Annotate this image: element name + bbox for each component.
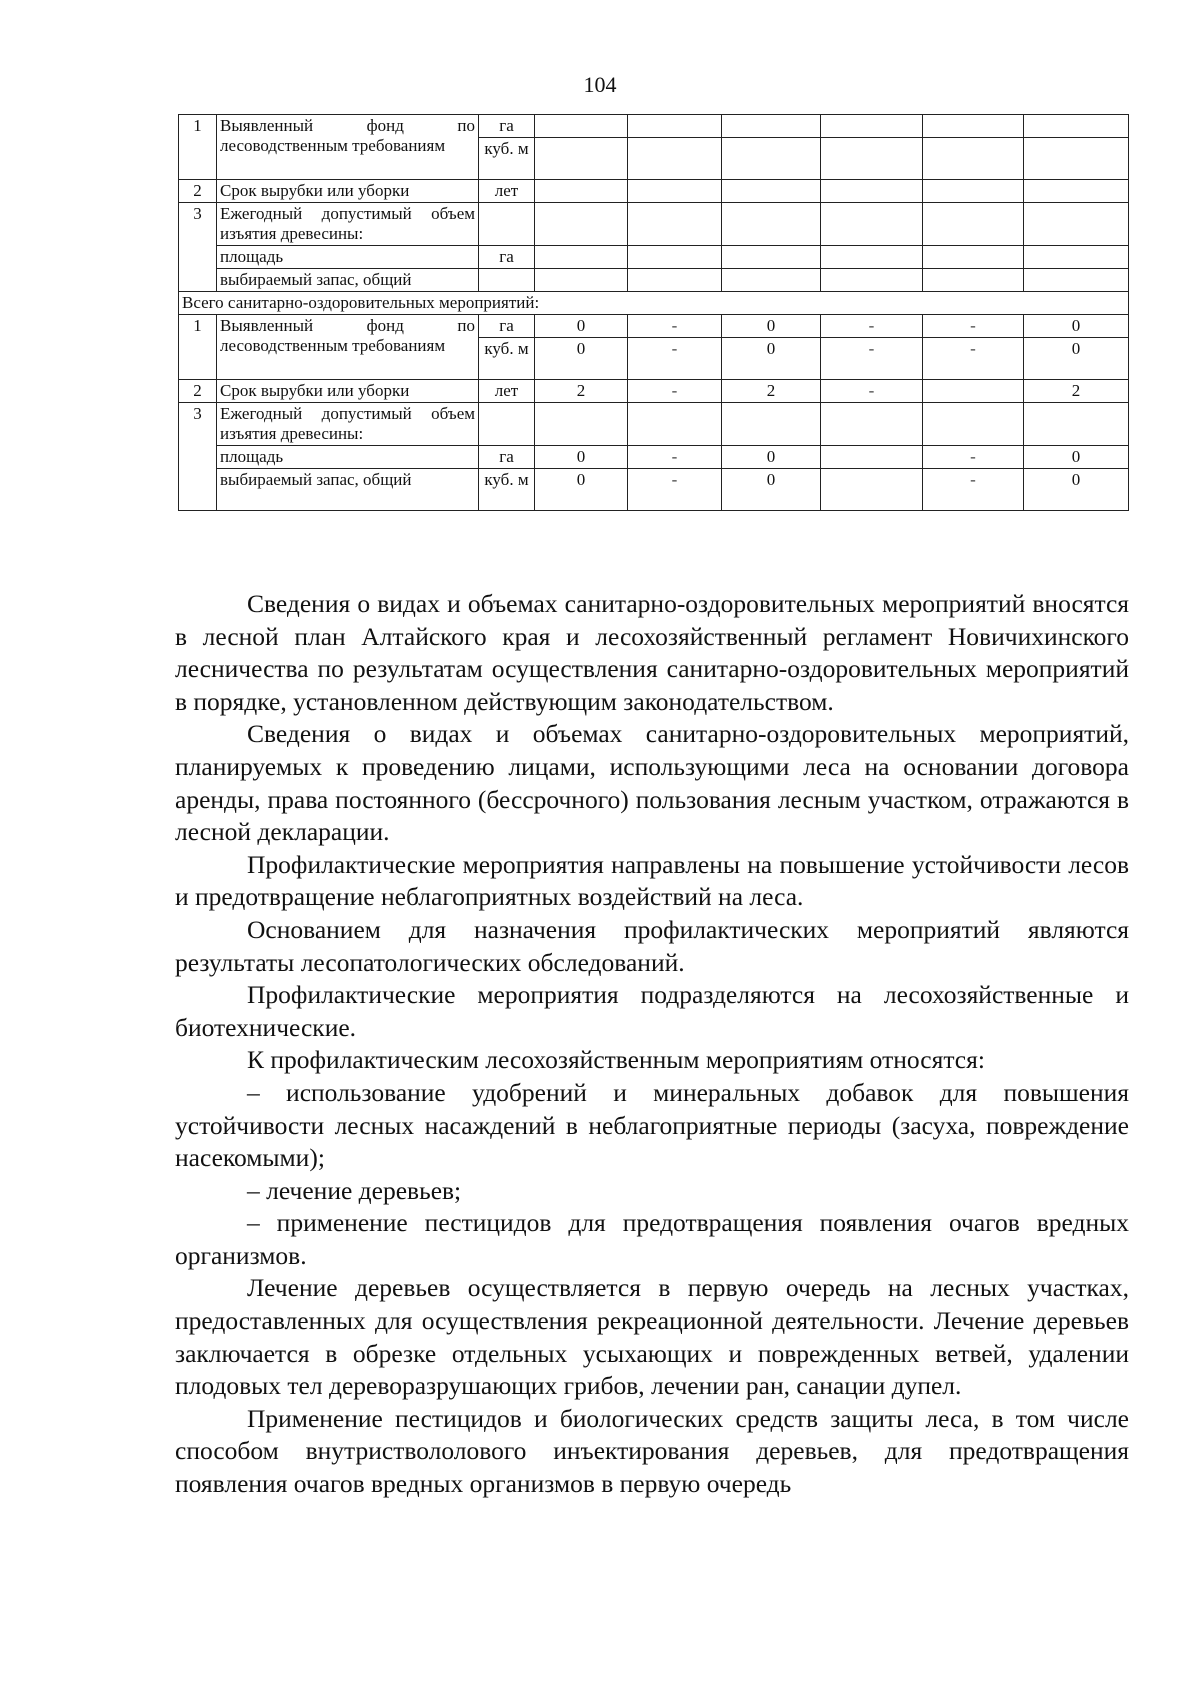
row-name: Срок вырубки или уборки: [217, 380, 479, 403]
row-unit: га: [479, 315, 535, 338]
cell-value: [722, 269, 821, 292]
paragraph: Профилактические мероприятия подразделяются на лесохозяйственные и биотехнические.: [175, 980, 1129, 1042]
cell-value: [722, 203, 821, 246]
cell-value: 0: [1024, 315, 1129, 338]
cell-value: 0: [1024, 469, 1129, 511]
cell-value: 2: [535, 380, 628, 403]
cell-value: [821, 269, 923, 292]
cell-value: [535, 180, 628, 203]
list-item: – применение пестицидов для предотвращения появления очагов вредных организмов.: [175, 1208, 1129, 1270]
cell-value: [628, 138, 722, 180]
row-unit: [479, 269, 535, 292]
cell-value: 0: [722, 338, 821, 380]
row-name: Ежегодный допустимый объем изъятия древесины:: [217, 203, 479, 246]
cell-value: [923, 269, 1024, 292]
cell-value: [923, 138, 1024, 180]
cell-value: [535, 246, 628, 269]
cell-value: [1024, 180, 1129, 203]
cell-value: [1024, 246, 1129, 269]
row-unit: га: [479, 246, 535, 269]
cell-value: [628, 269, 722, 292]
cell-value: -: [628, 315, 722, 338]
cell-value: 0: [535, 315, 628, 338]
cell-value: 0: [535, 338, 628, 380]
cell-value: [535, 269, 628, 292]
paragraph: Лечение деревьев осуществляется в первую очередь на лесных участках, предоставленных для осуществления рекреационной деятельности. Лечение деревьев заключается в обрезке отдельных усыхающих и поврежденных ветвей, удалении плодовых тел дереворазрушающих грибов, лечении ран, санации дупел.: [175, 1273, 1129, 1401]
row-unit: лет: [479, 180, 535, 203]
cell-value: [628, 403, 722, 446]
cell-value: [722, 246, 821, 269]
table-row: [179, 246, 1129, 269]
cell-value: [1024, 138, 1129, 180]
cell-value: [535, 403, 628, 446]
row-number: 2: [179, 180, 217, 203]
cell-value: 2: [1024, 380, 1129, 403]
cell-value: [821, 203, 923, 246]
table-section-row: [179, 292, 1129, 315]
row-number: 1: [179, 315, 217, 380]
cell-value: -: [821, 380, 923, 403]
table-row: [179, 115, 1129, 138]
cell-value: 2: [722, 380, 821, 403]
cell-value: [821, 138, 923, 180]
cell-value: 0: [722, 446, 821, 469]
cell-value: [923, 246, 1024, 269]
cell-value: [628, 180, 722, 203]
cell-value: -: [628, 446, 722, 469]
row-unit: га: [479, 446, 535, 469]
table-row: [179, 380, 1129, 403]
paragraph: Сведения о видах и объемах санитарно-оздоровительных мероприятий, планируемых к проведению лицами, использующими леса на основании договора аренды, права постоянного (бессрочного) пользования лесным участком, отражаются в лесной декларации.: [175, 719, 1129, 847]
paragraph: Основанием для назначения профилактических мероприятий являются результаты лесопатологических обследований.: [175, 914, 1129, 977]
row-unit: га: [479, 115, 535, 138]
cell-value: [628, 115, 722, 138]
row-number: 3: [179, 203, 217, 292]
row-number: 2: [179, 380, 217, 403]
cell-value: 0: [1024, 446, 1129, 469]
list-item: – лечение деревьев;: [247, 1175, 462, 1205]
cell-value: [1024, 269, 1129, 292]
cell-value: [1024, 403, 1129, 446]
row-name: площадь: [217, 446, 479, 469]
row-unit: куб. м: [479, 138, 535, 180]
cell-value: [923, 180, 1024, 203]
cell-value: [821, 469, 923, 511]
paragraph: К профилактическим лесохозяйственным мероприятиям относятся:: [247, 1045, 985, 1075]
forest-measures-table: [178, 114, 1129, 511]
table-row: [179, 180, 1129, 203]
cell-value: [1024, 203, 1129, 246]
cell-value: -: [628, 338, 722, 380]
paragraph: Сведения о видах и объемах санитарно-оздоровительных мероприятий вносятся в лесной план Алтайского края и лесохозяйственный регламент Новичихинского лесничества по результатам осуществления санитарно-оздоровительных мероприятий в порядке, установленном действующим законодательством.: [175, 589, 1129, 716]
table-row: [179, 315, 1129, 338]
row-unit: [479, 403, 535, 446]
cell-value: [821, 115, 923, 138]
list-item: – использование удобрений и минеральных добавок для повышения устойчивости лесных насаждений в неблагоприятные периоды (засуха, повреждение насекомыми);: [175, 1077, 1129, 1173]
cell-value: 0: [1024, 338, 1129, 380]
body-text: [175, 588, 1129, 1501]
cell-value: [535, 203, 628, 246]
cell-value: [722, 138, 821, 180]
table-row: [179, 446, 1129, 469]
row-name: выбираемый запас, общий: [217, 469, 479, 511]
cell-value: [628, 203, 722, 246]
cell-value: [722, 403, 821, 446]
table-row: [179, 403, 1129, 446]
cell-value: -: [821, 315, 923, 338]
cell-value: -: [628, 380, 722, 403]
cell-value: -: [628, 469, 722, 511]
table-row: [179, 269, 1129, 292]
cell-value: 0: [535, 446, 628, 469]
paragraph: Применение пестицидов и биологических средств защиты леса, в том числе способом внутриствололового инъектирования деревьев, для предотвращения появления очагов вредных организмов в первую очередь: [175, 1403, 1129, 1499]
row-name: Ежегодный допустимый объем изъятия древесины:: [217, 403, 479, 446]
cell-value: -: [923, 469, 1024, 511]
cell-value: [923, 380, 1024, 403]
table-row: [179, 469, 1129, 511]
row-name: Срок вырубки или уборки: [217, 180, 479, 203]
cell-value: [923, 203, 1024, 246]
row-unit: куб. м: [479, 338, 535, 380]
cell-value: [535, 115, 628, 138]
cell-value: [923, 403, 1024, 446]
section-title: Всего санитарно-оздоровительных мероприятий:: [179, 292, 1129, 315]
row-name: Выявленный фонд по лесоводственным требованиям: [217, 115, 479, 180]
cell-value: [821, 446, 923, 469]
cell-value: -: [821, 338, 923, 380]
paragraph: Профилактические мероприятия направлены на повышение устойчивости лесов и предотвращение неблагоприятных воздействий на леса.: [175, 849, 1129, 912]
row-name: площадь: [217, 246, 479, 269]
cell-value: [821, 180, 923, 203]
cell-value: [535, 138, 628, 180]
cell-value: [1024, 115, 1129, 138]
row-number: 1: [179, 115, 217, 180]
cell-value: [821, 246, 923, 269]
row-name: выбираемый запас, общий: [217, 269, 479, 292]
cell-value: [722, 115, 821, 138]
table-row: [179, 203, 1129, 246]
row-name: Выявленный фонд по лесоводственным требованиям: [217, 315, 479, 380]
row-unit: [479, 203, 535, 246]
cell-value: -: [923, 315, 1024, 338]
cell-value: [628, 246, 722, 269]
page-number: 104: [583, 72, 617, 97]
cell-value: -: [923, 338, 1024, 380]
cell-value: -: [923, 446, 1024, 469]
row-unit: куб. м: [479, 469, 535, 511]
cell-value: [821, 403, 923, 446]
cell-value: 0: [722, 315, 821, 338]
cell-value: [923, 115, 1024, 138]
cell-value: 0: [722, 469, 821, 511]
row-unit: лет: [479, 380, 535, 403]
row-number: 3: [179, 403, 217, 511]
cell-value: [722, 180, 821, 203]
cell-value: 0: [535, 469, 628, 511]
